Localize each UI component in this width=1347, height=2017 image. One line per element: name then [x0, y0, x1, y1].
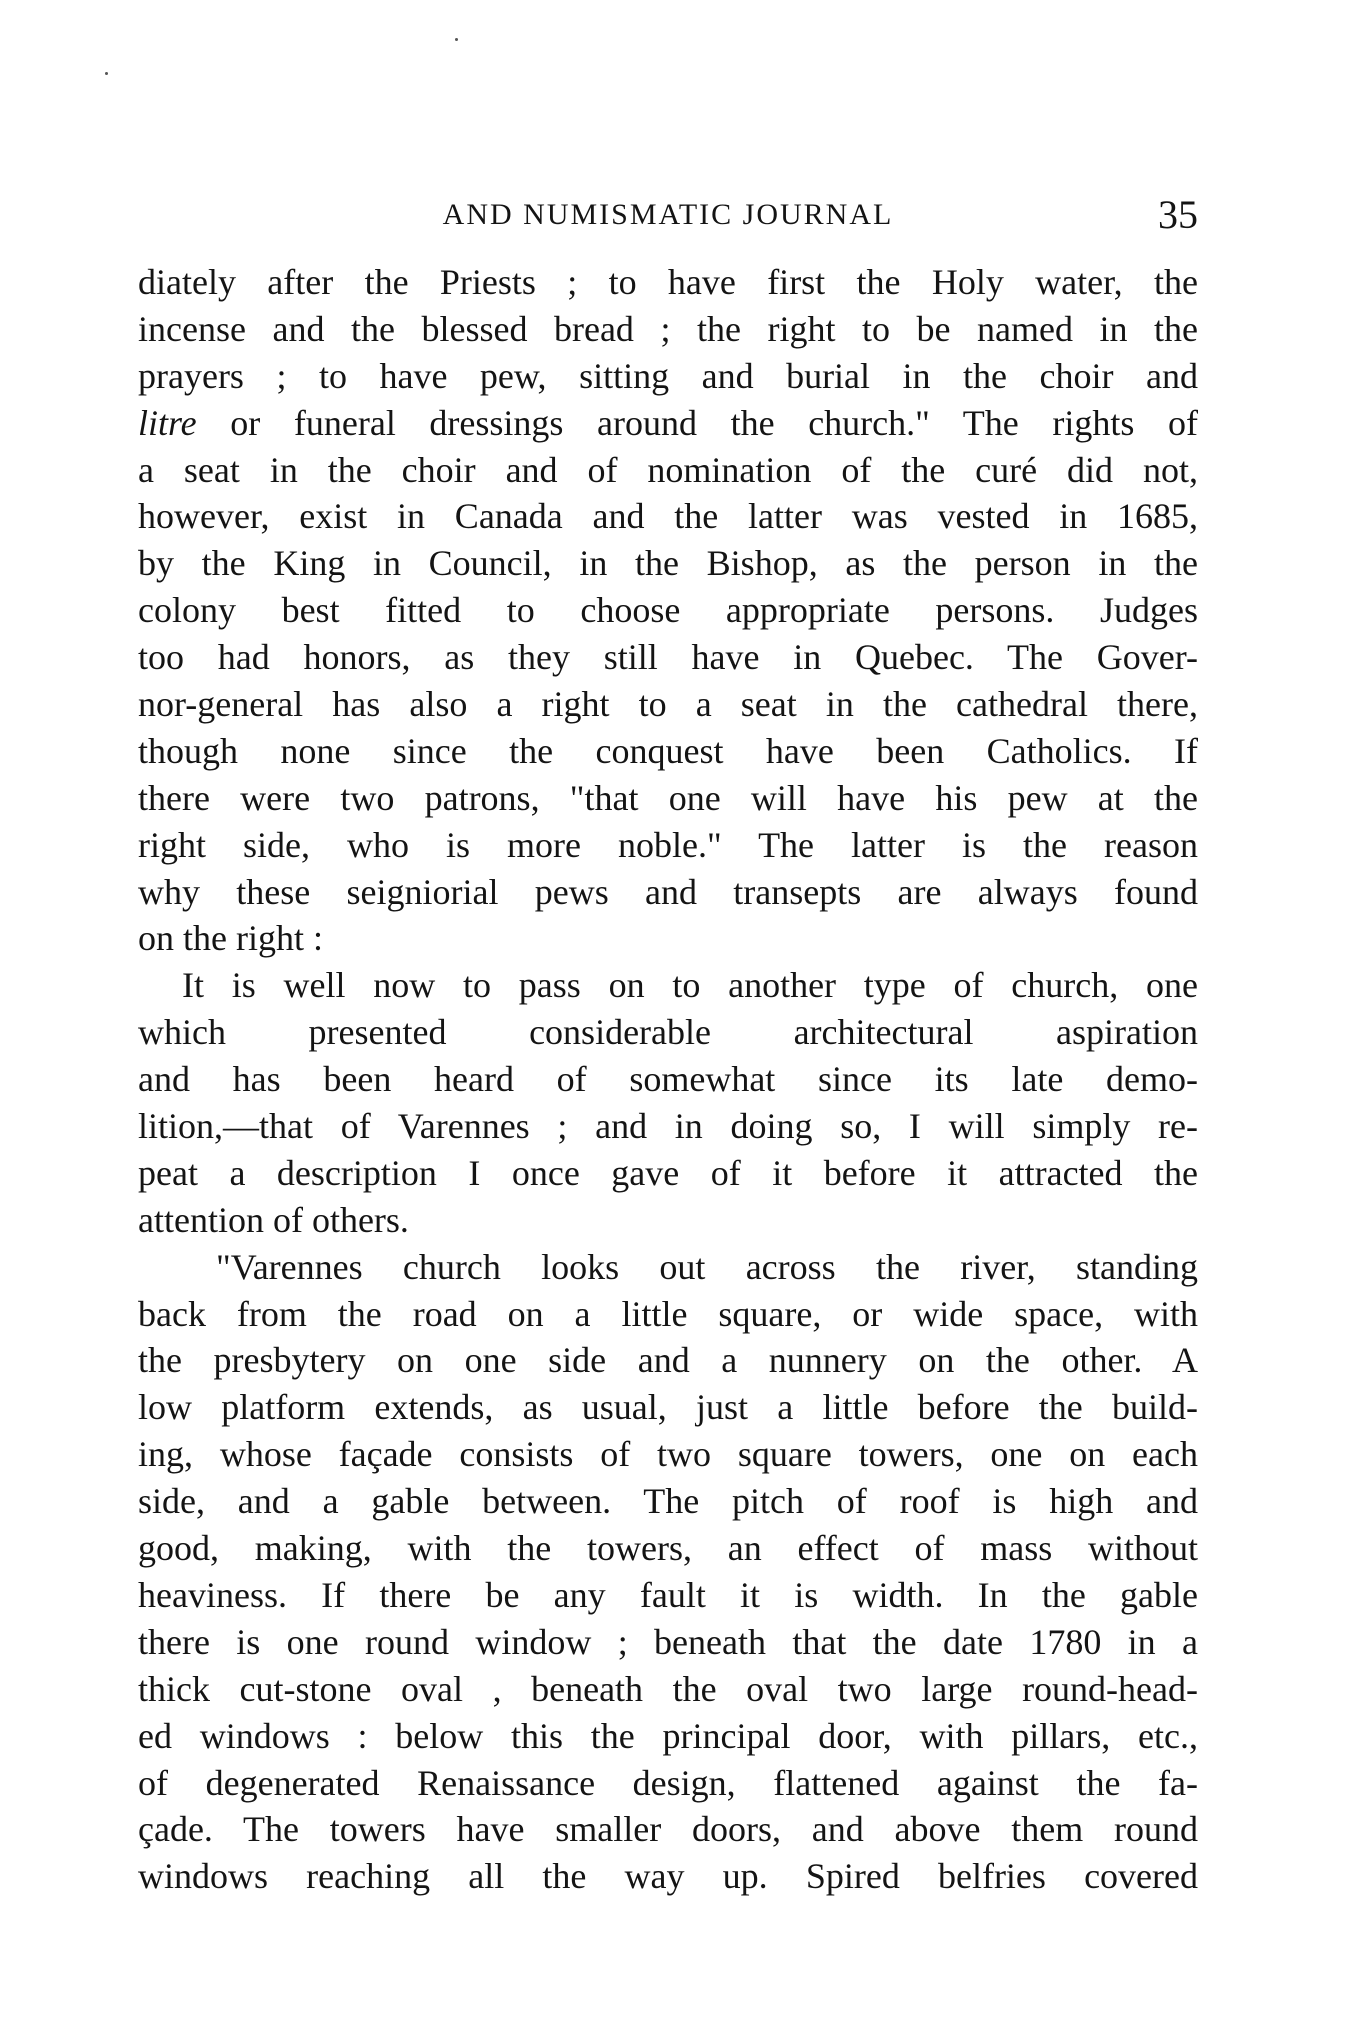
- text-line: side, and a gable between. The pitch of roof is high and: [138, 1481, 1198, 1522]
- text-line: of degenerated Renaissance design, flattened against the fa-: [138, 1762, 1198, 1803]
- text-line: çade. The towers have smaller doors, and above them round: [138, 1809, 1198, 1850]
- text-line: and has been heard of somewhat since its late demo-: [138, 1059, 1198, 1100]
- text-line: ing, whose façade consists of two square towers, one on each: [138, 1434, 1198, 1475]
- text-line: however, exist in Canada and the latter was vested in 1685,: [138, 496, 1198, 537]
- text-line: there is one round window ; beneath that the date 1780 in a: [138, 1621, 1198, 1662]
- text-line: "Varennes church looks out across the river, standing: [216, 1246, 1198, 1287]
- body-text: [138, 259, 1198, 1900]
- text-line: diately after the Priests ; to have first the Holy water, the: [138, 262, 1198, 302]
- text-line: colony best fitted to choose appropriate persons. Judges: [138, 590, 1198, 631]
- text-line: on the right :: [138, 918, 323, 959]
- text-line: thick cut-stone oval , beneath the oval two large round-head-: [138, 1668, 1198, 1709]
- text-line: the presbytery on one side and a nunnery on the other. A: [138, 1340, 1198, 1381]
- text-line: incense and the blessed bread ; the right to be named in the: [138, 308, 1198, 349]
- text-line: right side, who is more noble." The latter is the reason: [138, 824, 1198, 865]
- page-number: 35: [1158, 192, 1198, 237]
- ink-speck: [455, 38, 458, 41]
- text-line: heaviness. If there be any fault it is width. In the gable: [138, 1574, 1198, 1615]
- text-line: which presented considerable architectural aspiration: [138, 1012, 1198, 1053]
- text-line: back from the road on a little square, or wide space, with: [138, 1293, 1198, 1334]
- text-line: too had honors, as they still have in Quebec. The Gover-: [138, 637, 1198, 678]
- text-line: good, making, with the towers, an effect of mass without: [138, 1528, 1198, 1569]
- text-line: nor-general has also a right to a seat in the cathedral there,: [138, 684, 1198, 725]
- text-line: by the King in Council, in the Bishop, as the person in the: [138, 543, 1198, 584]
- text-line: windows reaching all the way up. Spired belfries covered: [138, 1856, 1198, 1897]
- line-text: or funeral dressings around the church." The rights of: [196, 402, 1198, 443]
- text-line: peat a description I once gave of it before it attracted the: [138, 1152, 1198, 1193]
- text-line: It is well now to pass on to another type of church, one: [182, 965, 1198, 1006]
- text-line: though none since the conquest have been Catholics. If: [138, 730, 1198, 771]
- running-head: [138, 190, 1198, 240]
- text-line: a seat in the choir and of nomination of the curé did not,: [138, 449, 1198, 490]
- text-line: attention of others.: [138, 1199, 409, 1240]
- text-line: why these seigniorial pews and transepts are always found: [138, 871, 1198, 912]
- text-line: low platform extends, as usual, just a little before the build-: [138, 1387, 1198, 1428]
- text-line: there were two patrons, "that one will have his pew at the: [138, 777, 1198, 818]
- text-line: ed windows : below this the principal door, with pillars, etc.,: [138, 1715, 1198, 1756]
- text-line: prayers ; to have pew, sitting and burial in the choir and: [138, 355, 1198, 396]
- italic-word: litre: [138, 402, 197, 443]
- text-line: [138, 400, 1198, 447]
- running-head-title: AND NUMISMATIC JOURNAL: [442, 198, 894, 231]
- ink-speck: [105, 72, 108, 75]
- text-line: lition,—that of Varennes ; and in doing so, I will simply re-: [138, 1106, 1198, 1147]
